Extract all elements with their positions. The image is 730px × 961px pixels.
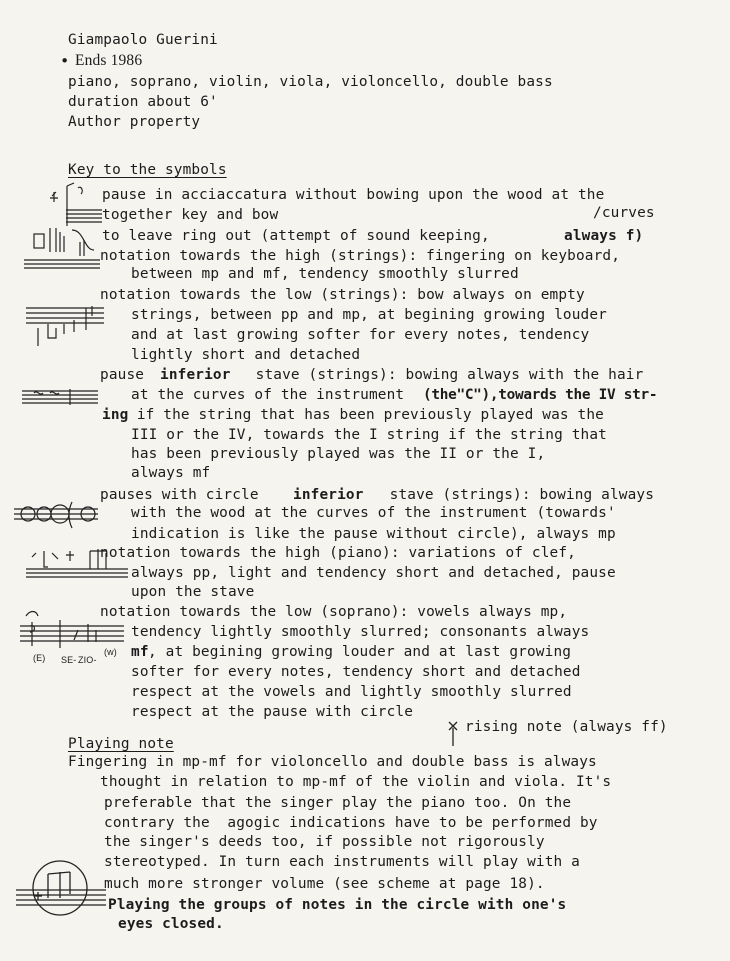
entry-5-line-5: has been previously played was the II or the I,: [131, 446, 546, 462]
circle-pause-symbol: [14, 500, 100, 530]
entry-6-inferior: inferior: [293, 487, 364, 503]
entry-5-line-6: always mf: [131, 465, 211, 481]
rising-note-symbol: [446, 718, 460, 748]
entry-8-mf: mf: [131, 644, 149, 660]
entry-6-line-1-rest: stave (strings): bowing always: [372, 487, 655, 503]
playing-heading: Playing note: [68, 736, 174, 752]
playing-line-2: thought in relation to mp-mf of the violin and viola. It's: [100, 774, 612, 790]
entry-7-line-2: always pp, light and tendency short and detached, pause: [131, 565, 616, 581]
entry-7-line-1: notation towards the high (piano): variations of clef,: [100, 545, 576, 561]
entry-8-line-1: notation towards the low (soprano): vowels always mp,: [100, 604, 568, 620]
entry-8-line-2: tendency lightly smoothly slurred; consonants always: [131, 624, 590, 640]
entry-4-line-2: strings, between pp and mp, at begining growing louder: [131, 307, 607, 323]
entry-3-line-2: between mp and mf, tendency smoothly slurred: [131, 266, 519, 282]
entry-4-line-4: lightly short and detached: [131, 347, 361, 363]
entry-8-line-3: , at begining growing louder and at last growing: [148, 644, 572, 660]
entry-5-line-1-rest: stave (strings): bowing always with the hair: [238, 367, 644, 383]
entry-6-line-3: indication is like the pause without circle), always mp: [131, 526, 616, 542]
entry-5-ing: ing: [102, 407, 129, 423]
key-heading: Key to the symbols: [68, 162, 227, 178]
playing-line-6: stereotyped. In turn each instruments will play with a: [104, 854, 580, 870]
playing-line-4: contrary the agogic indications have to be performed by: [104, 815, 598, 831]
entry-2-dynamic: always f): [564, 228, 644, 244]
soprano-syllable-2: SE-: [61, 655, 77, 665]
entry-6-pauses: pauses with circle: [100, 487, 268, 503]
soprano-syllable-3: ZIO-: [78, 655, 97, 665]
rights-note: Author property: [68, 114, 201, 130]
closing-line-1: Playing the groups of notes in the circle with one's: [108, 897, 567, 913]
entry-1-line-1: pause in acciaccatura without bowing upon the wood at the: [102, 187, 605, 203]
composer-name: Giampaolo Guerini: [68, 32, 218, 48]
entry-8-line-5: respect at the vowels and lightly smoothly slurred: [131, 684, 572, 700]
entry-8-line-6: respect at the pause with circle: [131, 704, 414, 720]
inferior-pause-symbol: [22, 385, 100, 409]
circled-notes-symbol: [12, 858, 108, 920]
entry-5-line-2-bold: (the"C"),towards the IV str-: [423, 387, 658, 403]
instrumentation: piano, soprano, violin, viola, violoncello, double bass: [68, 74, 553, 90]
entry-4-line-1: notation towards the low (strings): bow always on empty: [100, 287, 585, 303]
entry-5-line-3: if the string that has been previously played was the: [128, 407, 604, 423]
low-strings-notation-symbol: [26, 300, 106, 348]
entry-7-line-3: upon the stave: [131, 584, 255, 600]
entry-3-line-1: notation towards the high (strings): fingering on keyboard,: [100, 248, 621, 264]
playing-line-5: the singer's deeds too, if possible not rigorously: [104, 834, 545, 850]
entry-5-pause: pause: [100, 367, 153, 383]
entry-5-line-4: III or the IV, towards the I string if the string that: [131, 427, 607, 443]
entry-4-line-3: and at last growing softer for every notes, tendency: [131, 327, 590, 343]
entry-1-line-2: together key and bow: [102, 207, 279, 223]
entry-9-text: rising note (always ff): [465, 719, 668, 735]
entry-6-line-2: with the wood at the curves of the instrument (towards': [131, 505, 616, 521]
duration: duration about 6': [68, 94, 218, 110]
playing-line-1: Fingering in mp-mf for violoncello and double bass is always: [68, 754, 597, 770]
entry-8-line-4: softer for every notes, tendency short and detached: [131, 664, 581, 680]
piece-title: Ends 1986: [75, 52, 143, 69]
entry-1-curves: /curves: [593, 205, 655, 221]
acciaccatura-pause-symbol: [44, 180, 104, 228]
playing-line-3: preferable that the singer play the piano too. On the: [104, 795, 572, 811]
playing-line-7: much more stronger volume (see scheme at page 18).: [104, 876, 545, 892]
ring-out-symbol: [24, 222, 102, 272]
entry-5-line-2: at the curves of the instrument: [131, 387, 405, 403]
entry-2-text: to leave ring out (attempt of sound keeping,: [102, 228, 499, 244]
soprano-syllable-4: (w): [104, 647, 117, 657]
closing-line-2: eyes closed.: [118, 916, 224, 932]
entry-5-inferior: inferior: [160, 367, 231, 383]
soprano-syllable-1: (E): [33, 653, 46, 663]
title-bullet: •: [60, 52, 70, 70]
